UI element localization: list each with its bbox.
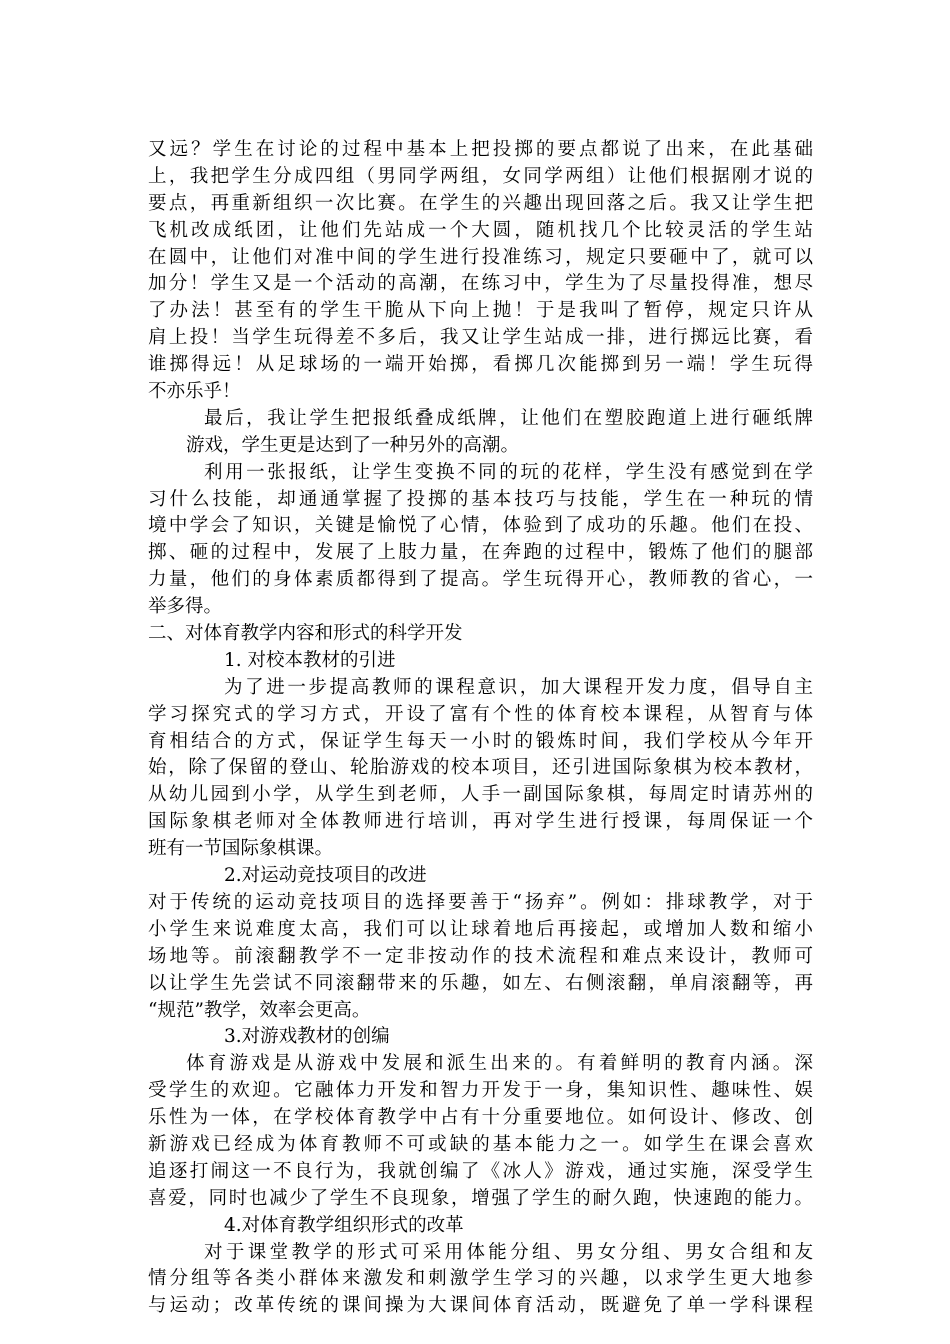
text-line: 与运动；改革传统的课间操为大课间体育活动，既避免了单一学科课程 bbox=[148, 1295, 813, 1317]
text-line: 为了进一步提高教师的课程意识，加大课程开发力度，倡导自主 bbox=[224, 676, 813, 698]
text-line: 2.对运动竞技项目的改进 bbox=[224, 865, 427, 887]
text-line: 喜爱，同时也减少了学生不良现象，增强了学生的耐久跑，快速跑的能力。 bbox=[148, 1187, 813, 1209]
text-line: 要点，再重新组织一次比赛。在学生的兴趣出现回落之后。我又让学生把 bbox=[148, 192, 813, 214]
text-line: 举多得。 bbox=[148, 596, 223, 618]
text-line: 4.对体育教学组织形式的改革 bbox=[224, 1214, 464, 1236]
text-line: 力量，他们的身体素质都得到了提高。学生玩得开心，教师教的省心，一 bbox=[148, 569, 813, 591]
text-line: 追逐打闹这一不良行为，我就创编了《冰人》游戏，通过实施，深受学生 bbox=[148, 1160, 813, 1182]
text-line: “规范”教学，效率会更高。 bbox=[148, 999, 371, 1021]
text-line: 体育游戏是从游戏中发展和派生出来的。有着鲜明的教育内涵。深 bbox=[186, 1053, 813, 1075]
text-line: 对于传统的运动竞技项目的选择要善于“扬弃”。例如：排球教学，对于 bbox=[148, 891, 813, 913]
text-line: 谁掷得远！从足球场的一端开始掷，看掷几次能掷到另一端！学生玩得 bbox=[148, 354, 813, 376]
text-line: 情分组等各类小群体来激发和刺激学生学习的兴趣，以求学生更大地参 bbox=[148, 1268, 813, 1290]
document-body bbox=[148, 137, 813, 1320]
text-line: 境中学会了知识，关键是愉悦了心情，体验到了成功的乐趣。他们在投、 bbox=[148, 515, 813, 537]
text-line: 习什么技能，却通通掌握了投掷的基本技巧与技能，学生在一种玩的情 bbox=[148, 488, 813, 510]
text-line: 对于课堂教学的形式可采用体能分组、男女分组、男女合组和友 bbox=[204, 1241, 813, 1263]
text-line: 不亦乐乎！ bbox=[148, 381, 241, 403]
text-line: 利用一张报纸，让学生变换不同的玩的花样，学生没有感觉到在学 bbox=[204, 461, 813, 483]
text-line: 学习探究式的学习方式，开设了富有个性的体育校本课程，从智育与体 bbox=[148, 703, 813, 725]
text-line: 游戏，学生更是达到了一种另外的高潮。 bbox=[186, 434, 520, 456]
text-line: 班有一节国际象棋课。 bbox=[148, 838, 334, 860]
text-line: 场地等。前滚翻教学不一定非按动作的技术流程和难点来设计，教师可 bbox=[148, 945, 813, 967]
text-line: 最后，我让学生把报纸叠成纸牌，让他们在塑胶跑道上进行砸纸牌 bbox=[204, 407, 813, 429]
text-line: 了办法！甚至有的学生干脆从下向上抛！于是我叫了暂停，规定只许从 bbox=[148, 300, 813, 322]
text-line: 从幼儿园到小学，从学生到老师，人手一副国际象棋，每周定时请苏州的 bbox=[148, 784, 813, 806]
text-line: 国际象棋老师对全体教师进行培训，再对学生进行授课，每周保证一个 bbox=[148, 811, 813, 833]
text-line: 育相结合的方式，保证学生每天一小时的锻炼时间，我们学校从今年开 bbox=[148, 730, 813, 752]
text-line: 肩上投！当学生玩得差不多后，我又让学生站成一排，进行掷远比赛，看 bbox=[148, 327, 813, 349]
text-line: 加分！学生又是一个活动的高潮，在练习中，学生为了尽量投得准，想尽 bbox=[148, 273, 813, 295]
text-line: 二、对体育教学内容和形式的科学开发 bbox=[148, 623, 463, 645]
text-line: 以让学生先尝试不同滚翻带来的乐趣，如左、右侧滚翻，单肩滚翻等，再 bbox=[148, 972, 813, 994]
text-line: 在圆中，让他们对准中间的学生进行投准练习，规定只要砸中了，就可以 bbox=[148, 246, 813, 268]
text-line: 新游戏已经成为体育教师不可或缺的基本能力之一。如学生在课会喜欢 bbox=[148, 1133, 813, 1155]
text-line: 小学生来说难度太高，我们可以让球着地后再接起，或增加人数和缩小 bbox=[148, 918, 813, 940]
text-line: 上，我把学生分成四组（男同学两组，女同学两组）让他们根据刚才说的 bbox=[148, 165, 813, 187]
text-line: 又远？学生在讨论的过程中基本上把投掷的要点都说了出来，在此基础 bbox=[148, 139, 813, 160]
text-line: 掷、砸的过程中，发展了上肢力量，在奔跑的过程中，锻炼了他们的腿部 bbox=[148, 542, 813, 564]
text-line: 受学生的欢迎。它融体力开发和智力开发于一身，集知识性、趣味性、娱 bbox=[148, 1080, 813, 1102]
text-line: 乐性为一体，在学校体育教学中占有十分重要地位。如何设计、修改、创 bbox=[148, 1107, 813, 1129]
text-line: 3.对游戏教材的创编 bbox=[224, 1026, 390, 1048]
text-line: 始，除了保留的登山、轮胎游戏的校本项目，还引进国际象棋为校本教材， bbox=[148, 757, 813, 779]
text-line: 1. 对校本教材的引进 bbox=[224, 649, 396, 671]
text-line: 飞机改成纸团，让他们先站成一个大圆，随机找几个比较灵活的学生站 bbox=[148, 219, 813, 241]
